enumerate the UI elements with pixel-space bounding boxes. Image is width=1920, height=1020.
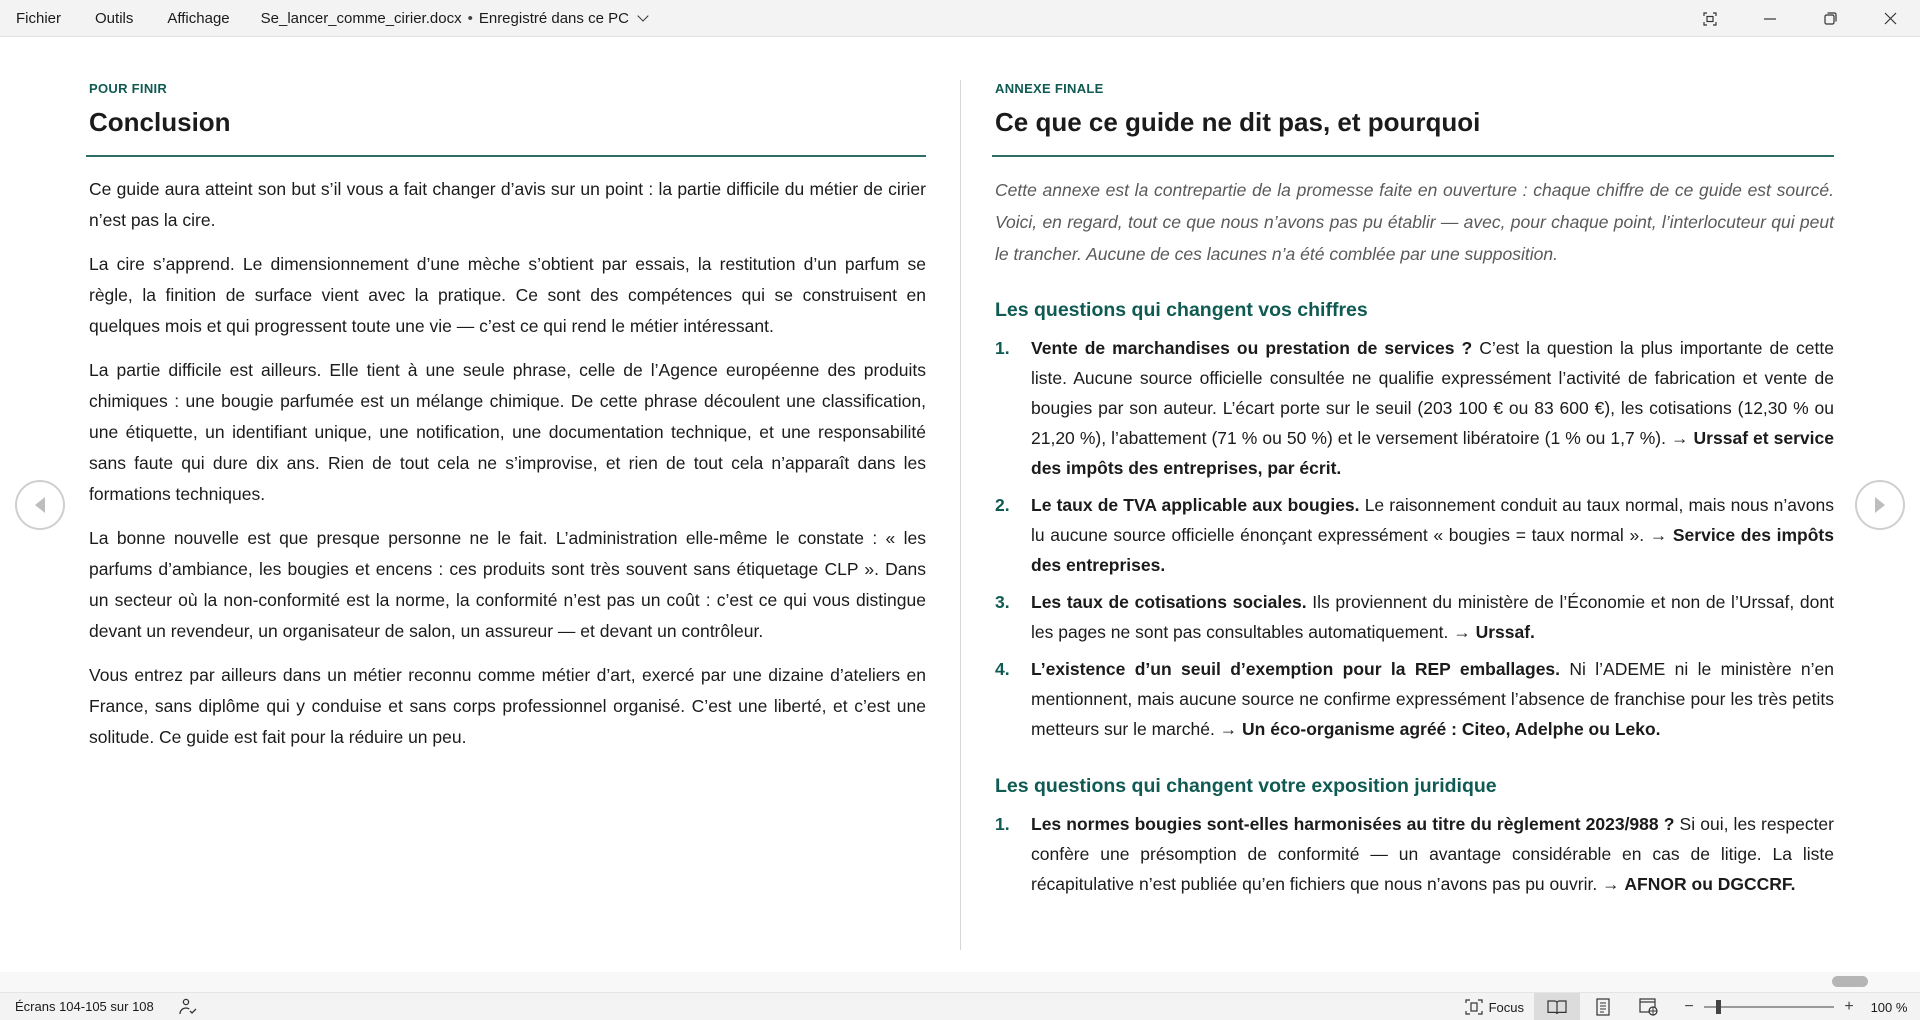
zoom-out-button[interactable]: −	[1684, 998, 1694, 1015]
annex-intro: Cette annexe est la contrepartie de la promesse faite en ouverture : chaque chiffre de ce guide est sourcé. Voici, en regard, tout ce que nous n’avons pas pu établir — avec, pour chaque point, l’interlocuteur qui peut le trancher. Aucune de ces lacunes n’a été comblée par une supposition.	[995, 180, 1834, 264]
paragraph: La cire s’apprend. Le dimensionnement d’une mèche s’obtient par essais, la restitution d’un parfum se règle, la finition de surface vient avec la pratique. Ce sont des compétences qui se construisent en quelques mois et qui progressent toute une vie — c’est ce qui rend le métier intéressant.	[89, 254, 926, 336]
arrow-right-icon	[1872, 495, 1888, 515]
left-page-title: Conclusion	[89, 107, 231, 137]
paragraph: Ce guide aura atteint son but s’il vous a fait changer d’avis sur un point : la partie difficile du métier de cirier n’est pas la cire.	[89, 179, 926, 230]
heading-rule	[86, 155, 926, 157]
left-page-kicker: POUR FINIR	[89, 81, 168, 96]
print-layout-button[interactable]	[1580, 993, 1626, 1020]
document-title-dropdown[interactable]	[261, 10, 647, 27]
focus-button[interactable]	[1455, 993, 1534, 1020]
menu-fichier[interactable]: Fichier	[16, 9, 62, 27]
fullscreen-button[interactable]	[1680, 0, 1740, 37]
minimize-icon	[1764, 13, 1776, 25]
window-controls	[1680, 0, 1920, 37]
status-bar-controls	[1455, 993, 1920, 1020]
close-button[interactable]	[1860, 0, 1920, 37]
focus-icon	[1465, 999, 1483, 1015]
section-heading-figures: Les questions qui changent vos chiffres	[995, 299, 1368, 321]
list-item: 1. Vente de marchandises ou prestation de services ? C’est la question la plus importante de cette liste. Aucune source officielle consultée ne qualifie expressément l’activité de fabrication et vente de bougies par son auteur. L’écart porte sur le seuil (203 100 € ou 83 600 €), les cotisations (12,30 % ou 21,20 %), l’abattement (71 % ou 50 %) et le versement libératoire (1 % ou 1,7 %). → Urssaf et service des impôts des entreprises, par écrit.	[995, 338, 1834, 478]
list-item: 2. Le taux de TVA applicable aux bougies. Le raisonnement conduit au taux normal, mais nous n’avons lu aucune source officielle énonçant expressément « bougies = taux normal ». → Service des impôts des entreprises.	[995, 495, 1834, 575]
list-item: 4. L’existence d’un seuil d’exemption pour la REP emballages. Ni l’ADEME ni le ministère n’en mentionnent, mais aucune source ne confirme expressément l’absence de franchise pour les très petits metteurs sur le marché. → Un éco-organisme agréé : Citeo, Adelphe ou Leko.	[995, 659, 1834, 739]
zoom-slider-thumb[interactable]	[1716, 1000, 1721, 1014]
previous-page-button[interactable]	[15, 480, 65, 530]
minimize-button[interactable]	[1740, 0, 1800, 37]
save-status: Enregistré dans ce PC	[478, 9, 629, 27]
list-item: 3. Les taux de cotisations sociales. Ils proviennent du ministère de l’Économie et non de l’Urssaf, dont les pages ne sont pas consultables automatiquement. → Urssaf.	[995, 592, 1834, 642]
read-mode-icon	[1547, 999, 1567, 1015]
web-layout-icon	[1639, 998, 1659, 1016]
close-icon	[1884, 12, 1897, 25]
right-page-title: Ce que ce guide ne dit pas, et pourquoi	[995, 107, 1481, 137]
document-filename: Se_lancer_comme_cirier.docx	[260, 9, 462, 27]
paragraph: La bonne nouvelle est que presque personne ne le fait. L’administration elle-même le constate : « les parfums d’ambiance, les bougies et encens : ces produits sont très souvent sans étiquetage CLP ». Dans un secteur où la non-conformité est la norme, la conformité n’est pas un coût : c’est ce qui vous distingue devant un revendeur, un organisateur de salon, un assureur — et devant un contrôleur.	[89, 528, 926, 641]
right-page	[994, 37, 1834, 957]
web-layout-button[interactable]	[1626, 993, 1672, 1020]
title-bar	[0, 0, 1920, 37]
zoom-level[interactable]: 100 %	[1870, 999, 1908, 1015]
left-page	[88, 37, 926, 957]
list-item: 1. Les normes bougies sont-elles harmonisées au titre du règlement 2023/988 ? Si oui, les respecter confère une présomption de conformité — un avantage considérable en cas de litige. La liste récapitulative n’est publiée qu’en fichiers que nous n’avons pas pu ouvrir. → AFNOR ou DGCCRF.	[995, 814, 1834, 894]
section-heading-legal: Les questions qui changent votre exposition juridique	[995, 775, 1497, 797]
legal-questions-list	[995, 809, 1834, 906]
page-divider	[960, 80, 961, 950]
left-page-body	[89, 174, 926, 766]
next-page-button[interactable]	[1855, 480, 1905, 530]
right-page-kicker: ANNEXE FINALE	[995, 81, 1104, 96]
menu-outils[interactable]: Outils	[95, 9, 134, 27]
zoom-in-button[interactable]: +	[1844, 998, 1854, 1015]
horizontal-scrollbar[interactable]	[0, 972, 1920, 992]
restore-button[interactable]	[1800, 0, 1860, 37]
status-bar	[0, 992, 1920, 1020]
page-count: Écrans 104-105 sur 108	[15, 999, 154, 1014]
print-layout-icon	[1595, 998, 1611, 1016]
zoom-control	[1680, 998, 1920, 1016]
paragraph: Vous entrez par ailleurs dans un métier reconnu comme métier d’art, exercé par une dizaine d’ateliers en France, sans diplôme qui y conduise et sans corps professionnel organisé. C’est une liberté, et c’est une solitude. Ce guide est fait pour la réduire un peu.	[89, 665, 926, 747]
chevron-down-icon	[637, 10, 648, 21]
zoom-slider[interactable]	[1704, 1006, 1834, 1008]
arrow-left-icon	[32, 495, 48, 515]
accessibility-icon	[178, 998, 198, 1016]
fullscreen-icon	[1703, 12, 1717, 26]
paragraph: La partie difficile est ailleurs. Elle tient à une seule phrase, celle de l’Agence européenne des produits chimiques : une bougie parfumée est un mélange chimique. De cette phrase découlent une classification, une étiquette, un identifiant unique, une notification, une documentation technique, et une responsabilité sans faute qui dure dix ans. Rien de tout cela ne s’improvise, et rien de tout cela n’apparaît dans les formations techniques.	[89, 360, 926, 504]
title-separator: •	[467, 9, 473, 27]
figures-questions-list	[995, 333, 1834, 751]
read-mode-button[interactable]	[1534, 993, 1580, 1020]
restore-icon	[1824, 12, 1837, 25]
heading-rule	[992, 155, 1834, 157]
focus-label: Focus	[1488, 999, 1524, 1015]
scrollbar-thumb[interactable]	[1832, 976, 1868, 987]
menu-affichage[interactable]: Affichage	[167, 9, 230, 27]
accessibility-checker-button[interactable]	[178, 998, 198, 1016]
